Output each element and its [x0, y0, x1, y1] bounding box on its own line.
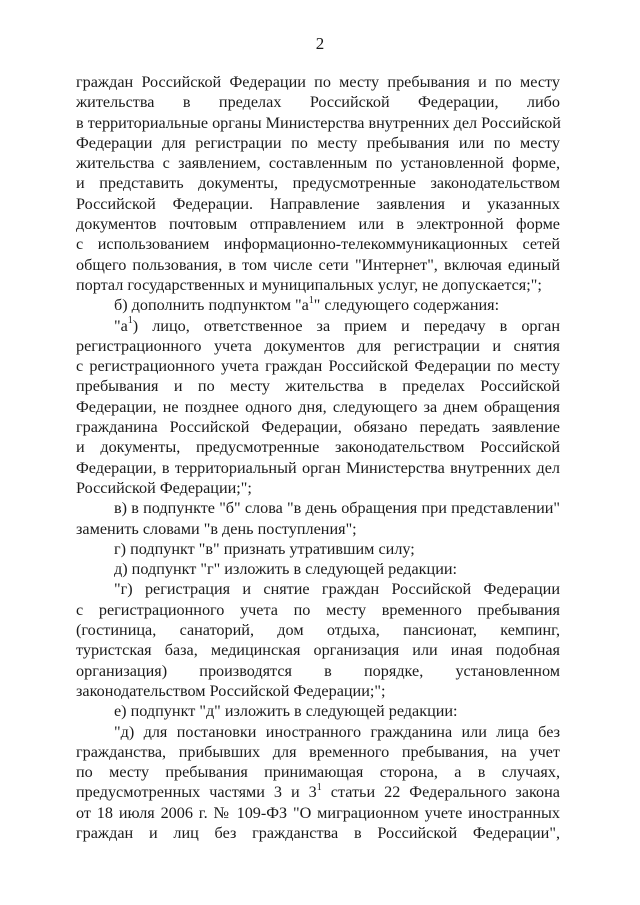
text-segment: в) в подпункте "б" слова "в день обращения при представлении" — [114, 499, 560, 518]
text-segment: с использованием информационно-телекоммуникационных сетей — [76, 235, 560, 254]
text-line — [76, 234, 560, 254]
text-line — [76, 478, 560, 498]
text-line — [76, 620, 560, 640]
text-segment: " следующего содержания: — [313, 296, 500, 315]
text-segment: портал государственных и муниципальных услуг, не допускается;"; — [76, 275, 542, 294]
text-line — [76, 113, 560, 133]
text-segment: организация) производятся в порядке, установленном — [76, 661, 560, 680]
text-line — [76, 519, 560, 539]
text-segment: заменить словами "в день поступления"; — [76, 519, 357, 538]
text-line — [76, 214, 560, 234]
text-line — [76, 498, 560, 518]
text-line — [76, 92, 560, 112]
page-number: 2 — [315, 34, 325, 53]
text-segment: с регистрационного учета по месту временного пребывания — [76, 600, 560, 619]
text-line — [76, 579, 560, 599]
text-line — [76, 275, 560, 295]
text-segment: ) лицо, ответственное за прием и передачу в орган — [132, 316, 560, 335]
text-segment: Федерации для регистрации по месту пребывания или по месту — [76, 133, 560, 152]
text-line — [76, 133, 560, 153]
text-line — [76, 437, 560, 457]
document-body — [76, 72, 560, 843]
text-segment: Федерации, в территориальный орган Министерства внутренних дел — [76, 458, 560, 477]
text-segment: жительства с заявлением, составленным по установленной форме, — [76, 154, 560, 173]
text-line — [76, 762, 560, 782]
text-segment: "а — [114, 316, 128, 335]
text-segment: в территориальные органы Министерства внутренних дел Российской — [76, 113, 561, 132]
text-segment: туристская база, медицинская организация или иная подобная — [76, 641, 560, 660]
text-segment: е) подпункт "д" изложить в следующей редакции: — [114, 702, 458, 721]
text-segment: законодательством Российской Федерации;"; — [76, 681, 386, 700]
text-segment: б) дополнить подпунктом "а — [114, 296, 309, 315]
text-line — [76, 803, 560, 823]
text-line — [76, 417, 560, 437]
text-line — [76, 255, 560, 275]
text-segment: Российской Федерации;"; — [76, 478, 252, 497]
text-segment: по месту пребывания принимающая сторона, а в случаях, — [76, 763, 560, 782]
text-segment: Федерации, не позднее одного дня, следующего за днем обращения — [76, 397, 560, 416]
text-line — [76, 539, 560, 559]
text-segment: граждан Российской Федерации по месту пребывания и по месту — [76, 73, 560, 91]
text-segment: гражданина Российской Федерации, обязано передать заявление — [76, 418, 560, 437]
text-line — [76, 600, 560, 620]
text-line — [76, 376, 560, 396]
text-segment: и представить документы, предусмотренные законодательством — [76, 174, 560, 193]
text-line — [76, 72, 560, 92]
text-line — [76, 782, 560, 802]
text-line — [76, 194, 560, 214]
text-line — [76, 742, 560, 762]
superscript: 1 — [316, 782, 322, 793]
text-segment: документов почтовым отправлением или в электронной форме — [76, 215, 560, 234]
text-segment: предусмотренных частями 3 и 3 — [76, 783, 317, 802]
text-line — [76, 356, 560, 376]
text-segment: гражданства, прибывших для временного пребывания, на учет — [76, 742, 560, 761]
text-line — [76, 295, 560, 315]
text-segment: регистрационного учета документов для регистрации и снятия — [76, 336, 560, 355]
text-line — [76, 722, 560, 742]
text-segment: граждан и лиц без гражданства в Российской Федерации", — [76, 823, 560, 842]
text-line — [76, 681, 560, 701]
text-segment: жительства в пределах Российской Федерации, либо — [76, 93, 560, 112]
text-line — [76, 397, 560, 417]
text-line — [76, 173, 560, 193]
text-segment: г) подпункт "в" признать утратившим силу; — [114, 539, 415, 558]
text-line — [76, 458, 560, 478]
text-line — [76, 153, 560, 173]
text-segment: и документы, предусмотренные законодательством Российской — [76, 438, 560, 457]
text-line — [76, 701, 560, 721]
text-segment: "г) регистрация и снятие граждан Российской Федерации — [114, 580, 560, 599]
text-segment: пребывания и по месту жительства в пределах Российской — [76, 377, 560, 396]
text-segment: (гостиница, санаторий, дом отдыха, пансионат, кемпинг, — [76, 621, 560, 640]
text-segment: "д) для постановки иностранного гражданина или лица без — [114, 722, 560, 741]
text-line — [76, 640, 560, 660]
text-line — [76, 336, 560, 356]
text-segment: от 18 июля 2006 г. № 109-ФЗ "О миграционном учете иностранных — [76, 803, 560, 822]
text-segment: с регистрационного учета граждан Российской Федерации по месту — [76, 357, 560, 376]
text-line — [76, 316, 560, 336]
text-segment: д) подпункт "г" изложить в следующей редакции: — [114, 560, 458, 579]
text-line — [76, 559, 560, 579]
superscript: 1 — [308, 294, 314, 306]
text-segment: статьи 22 Федерального закона — [321, 783, 560, 802]
text-line — [76, 661, 560, 681]
text-segment: Российской Федерации. Направление заявления и указанных — [76, 194, 560, 213]
text-line — [76, 823, 560, 843]
superscript: 1 — [127, 315, 133, 327]
text-segment: общего пользования, в том числе сети "Интернет", включая единый — [76, 255, 560, 274]
